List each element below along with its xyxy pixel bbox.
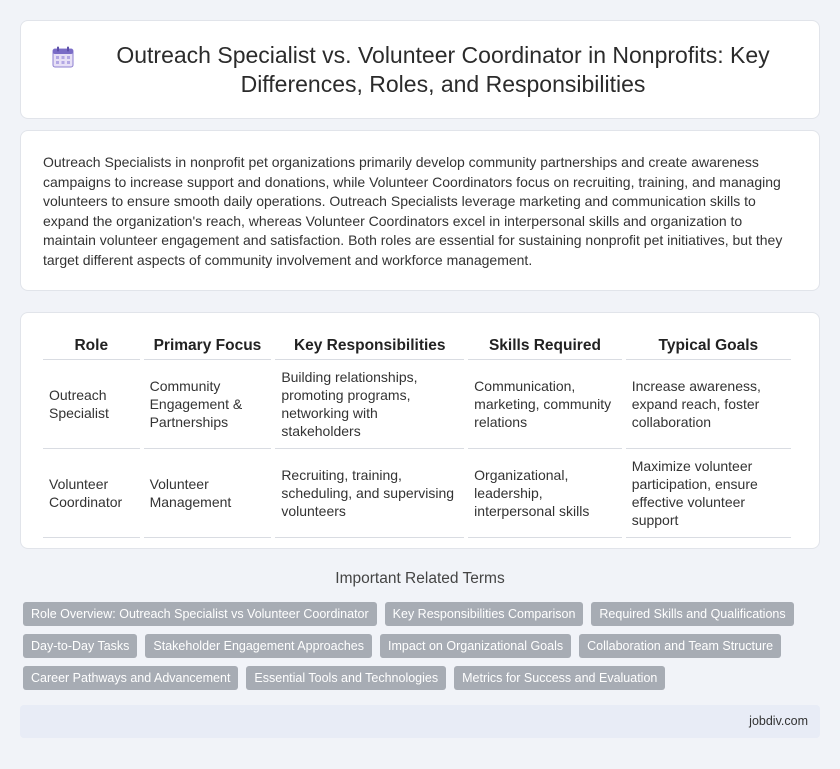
header-key-responsibilities: Key Responsibilities [275,331,464,360]
calendar-icon [51,45,75,69]
title-card [20,20,820,119]
header-role: Role [43,331,140,360]
cell-key-responsibilities: Building relationships, promoting programs, networking with stakeholders [275,360,464,449]
table-row [43,449,791,538]
related-terms-title: Important Related Terms [335,570,505,587]
related-terms-tags [23,602,823,698]
page-title: Outreach Specialist vs. Volunteer Coordinator in Nonprofits: Key Differences, Roles, and Responsibilities [116,41,770,97]
intro-paragraph: Outreach Specialists in nonprofit pet organizations primarily develop community partnerships and create awareness campaigns to increase support and donations, while Volunteer Coordinators focus on recruiting, training, and managing volunteers to ensure smooth daily operations. Outreach Specialists leverage marketing and communication skills to expand the organization's reach, whereas Volunteer Coordinators excel in interpersonal skills and organization to maintain volunteer engagement and satisfaction. Both roles are essential for sustaining nonprofit pet initiatives, but they target different aspects of community involvement and workforce management. [43,154,783,268]
footer [20,705,820,738]
cell-key-responsibilities: Recruiting, training, scheduling, and supervising volunteers [275,449,464,538]
cell-typical-goals: Maximize volunteer participation, ensure effective volunteer support [626,449,791,538]
header-primary-focus: Primary Focus [144,331,272,360]
tag-stakeholder-engagement[interactable]: Stakeholder Engagement Approaches [145,634,372,658]
cell-skills-required: Communication, marketing, community relations [468,360,622,449]
tag-collaboration[interactable]: Collaboration and Team Structure [579,634,781,658]
header-typical-goals: Typical Goals [626,331,791,360]
cell-role: Volunteer Coordinator [43,449,140,538]
tag-row [23,602,823,626]
tag-row [23,666,823,690]
tag-key-responsibilities[interactable]: Key Responsibilities Comparison [385,602,584,626]
cell-primary-focus: Volunteer Management [144,449,272,538]
cell-role: Outreach Specialist [43,360,140,449]
tag-row [23,634,823,658]
cell-primary-focus: Community Engagement & Partnerships [144,360,272,449]
footer-site-link[interactable]: jobdiv.com [749,714,808,728]
tag-metrics[interactable]: Metrics for Success and Evaluation [454,666,665,690]
cell-skills-required: Organizational, leadership, interpersonal skills [468,449,622,538]
header-skills-required: Skills Required [468,331,622,360]
table-row [43,360,791,449]
comparison-table-card [20,312,820,549]
tag-required-skills[interactable]: Required Skills and Qualifications [591,602,793,626]
comparison-table [39,331,795,538]
cell-typical-goals: Increase awareness, expand reach, foster collaboration [626,360,791,449]
tag-day-to-day[interactable]: Day-to-Day Tasks [23,634,137,658]
tag-essential-tools[interactable]: Essential Tools and Technologies [246,666,446,690]
tag-role-overview[interactable]: Role Overview: Outreach Specialist vs Volunteer Coordinator [23,602,377,626]
intro-card [20,130,820,291]
tag-impact-goals[interactable]: Impact on Organizational Goals [380,634,571,658]
tag-career-pathways[interactable]: Career Pathways and Advancement [23,666,238,690]
table-header-row [43,331,791,360]
